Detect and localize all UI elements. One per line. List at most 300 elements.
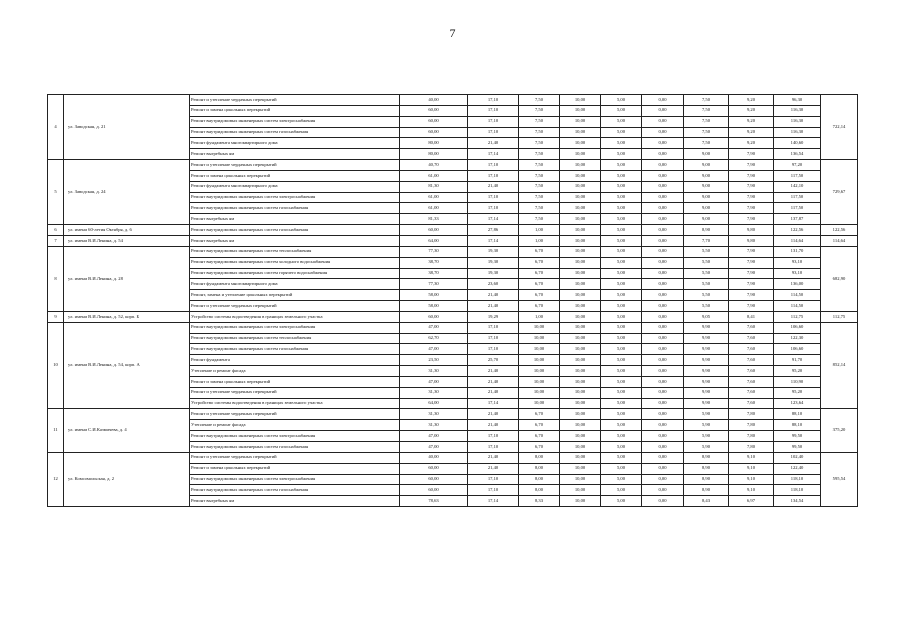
object-number-cell: 5 [48,160,64,225]
value-cell: 5,00 [601,170,642,181]
value-cell: 9,90 [684,333,729,344]
value-cell: 140,60 [774,138,821,149]
value-cell: 9,90 [684,322,729,333]
value-cell: 131,70 [774,246,821,257]
value-cell: 7,50 [684,95,729,106]
value-cell: 5,50 [684,279,729,290]
value-cell: 5,90 [684,409,729,420]
value-cell: 7,50 [519,149,560,160]
value-cell: 10,00 [560,246,601,257]
value-cell: 10,00 [560,149,601,160]
value-cell: 7,60 [729,387,774,398]
value-cell: 1,00 [519,311,560,322]
value-cell: 7,90 [729,149,774,160]
value-cell: 0,00 [642,225,684,236]
value-cell: 110,90 [774,376,821,387]
value-cell: 10,00 [560,398,601,409]
value-cell: 8,41 [729,311,774,322]
value-cell: 0,00 [642,398,684,409]
work-type-cell: Ремонт фундамента многоквартирного дома [190,181,400,192]
works-table [47,94,858,507]
value-cell: 0,00 [642,268,684,279]
value-cell: 5,00 [601,344,642,355]
object-total-cell: 729,67 [821,160,858,225]
value-cell: 19,30 [468,257,519,268]
value-cell: 5,00 [601,279,642,290]
value-cell: 7,50 [684,116,729,127]
table-row [48,246,858,257]
object-address-cell: ул. имени В.И.Ленина, д. 28 [64,246,190,311]
value-cell: 5,00 [601,311,642,322]
value-cell: 99,50 [774,431,821,442]
work-type-cell: Ремонт выгребных ям [190,235,400,246]
value-cell: 102,40 [774,452,821,463]
value-cell: 1,00 [519,235,560,246]
work-type-cell: Ремонт и утепление чердачных перекрытий [190,160,400,171]
value-cell: 7,60 [729,366,774,377]
value-cell: 19,29 [468,311,519,322]
value-cell: 7,60 [729,376,774,387]
value-cell: 7,50 [519,214,560,225]
work-type-cell: Ремонт внутридомовых инженерных систем газоснабжения [190,485,400,496]
value-cell: 17,14 [468,214,519,225]
value-cell: 96,30 [774,95,821,106]
value-cell: 61,00 [400,170,468,181]
value-cell: 5,00 [601,192,642,203]
value-cell: 10,00 [560,214,601,225]
value-cell: 7,50 [519,116,560,127]
value-cell: 19,30 [468,246,519,257]
value-cell: 7,50 [519,160,560,171]
object-total-cell: 375,20 [821,409,858,452]
value-cell: 8,00 [519,463,560,474]
value-cell: 7,80 [729,409,774,420]
value-cell: 10,00 [519,398,560,409]
value-cell: 17,10 [468,485,519,496]
object-number-cell: 7 [48,235,64,246]
value-cell: 7,80 [729,420,774,431]
object-number-cell: 12 [48,452,64,506]
value-cell: 10,00 [560,225,601,236]
value-cell: 6,70 [519,409,560,420]
value-cell: 8,00 [519,452,560,463]
value-cell: 10,00 [560,366,601,377]
value-cell: 38,70 [400,257,468,268]
object-address-cell: ул. Заводская, д. 24 [64,160,190,225]
value-cell: 7,90 [729,290,774,301]
value-cell: 97,20 [774,160,821,171]
value-cell: 60,00 [400,105,468,116]
value-cell: 0,00 [642,235,684,246]
value-cell: 9,05 [684,311,729,322]
value-cell: 5,00 [601,333,642,344]
value-cell: 7,60 [729,355,774,366]
value-cell: 1,00 [519,225,560,236]
value-cell: 10,00 [560,376,601,387]
work-type-cell: Ремонт и замена цокольных перекрытий [190,463,400,474]
value-cell: 95,20 [774,366,821,377]
value-cell: 7,50 [519,192,560,203]
value-cell: 9,90 [684,355,729,366]
value-cell: 9,00 [684,170,729,181]
value-cell: 5,00 [601,95,642,106]
table-row [48,322,858,333]
value-cell: 21,40 [468,409,519,420]
value-cell: 8,33 [519,496,560,507]
work-type-cell: Ремонт, замена и утепление цокольных перекрытий [190,290,400,301]
value-cell: 9,10 [729,463,774,474]
value-cell: 7,50 [684,127,729,138]
value-cell: 10,00 [560,203,601,214]
object-number-cell: 6 [48,225,64,236]
value-cell: 10,00 [519,333,560,344]
work-type-cell: Ремонт внутридомовых инженерных систем горячего водоснабжения [190,268,400,279]
value-cell: 117,50 [774,203,821,214]
value-cell: 5,00 [601,301,642,312]
value-cell: 99,50 [774,442,821,453]
value-cell: 31,30 [400,387,468,398]
work-type-cell: Ремонт и замена цокольных перекрытий [190,105,400,116]
table-row [48,311,858,322]
value-cell: 5,00 [601,257,642,268]
value-cell: 5,50 [684,246,729,257]
value-cell: 10,00 [560,452,601,463]
value-cell: 47,00 [400,431,468,442]
value-cell: 80,00 [400,138,468,149]
object-total-cell: 682,90 [821,246,858,311]
value-cell: 7,50 [519,181,560,192]
value-cell: 10,00 [560,301,601,312]
value-cell: 5,00 [601,268,642,279]
value-cell: 5,00 [601,322,642,333]
value-cell: 9,20 [729,95,774,106]
value-cell: 21,40 [468,387,519,398]
value-cell: 0,00 [642,366,684,377]
value-cell: 9,10 [729,485,774,496]
work-type-cell: Ремонт внутридомовых инженерных систем электроснабжения [190,474,400,485]
value-cell: 9,80 [729,225,774,236]
value-cell: 5,00 [601,452,642,463]
value-cell: 17,10 [468,474,519,485]
table-row [48,452,858,463]
value-cell: 118,10 [774,485,821,496]
value-cell: 10,00 [519,387,560,398]
value-cell: 5,50 [684,301,729,312]
value-cell: 116,30 [774,127,821,138]
value-cell: 10,00 [560,496,601,507]
value-cell: 5,00 [601,235,642,246]
work-type-cell: Ремонт внутридомовых инженерных систем электроснабжения [190,322,400,333]
value-cell: 7,50 [519,95,560,106]
value-cell: 10,00 [560,474,601,485]
value-cell: 0,00 [642,95,684,106]
value-cell: 5,00 [601,442,642,453]
value-cell: 0,00 [642,463,684,474]
value-cell: 5,00 [601,138,642,149]
value-cell: 0,00 [642,452,684,463]
value-cell: 77,30 [400,246,468,257]
value-cell: 7,50 [519,127,560,138]
value-cell: 40,00 [400,95,468,106]
value-cell: 5,00 [601,246,642,257]
value-cell: 7,60 [729,344,774,355]
value-cell: 64,00 [400,398,468,409]
object-address-cell: ул. Комсомольская, д. 2 [64,452,190,506]
value-cell: 0,00 [642,355,684,366]
object-number-cell: 8 [48,246,64,311]
value-cell: 5,00 [601,398,642,409]
value-cell: 9,10 [729,474,774,485]
value-cell: 5,00 [601,290,642,301]
value-cell: 47,00 [400,442,468,453]
object-address-cell: ул. имени С.И.Казмичева, д. 4 [64,409,190,452]
value-cell: 8,43 [684,496,729,507]
object-number-cell: 9 [48,311,64,322]
value-cell: 10,00 [560,95,601,106]
value-cell: 0,00 [642,105,684,116]
value-cell: 7,50 [519,170,560,181]
value-cell: 10,00 [560,431,601,442]
value-cell: 10,00 [560,463,601,474]
value-cell: 10,00 [560,355,601,366]
value-cell: 21,40 [468,181,519,192]
value-cell: 0,00 [642,409,684,420]
work-type-cell: Ремонт и замена цокольных перекрытий [190,170,400,181]
value-cell: 17,14 [468,398,519,409]
value-cell: 0,00 [642,290,684,301]
value-cell: 8,90 [684,225,729,236]
value-cell: 7,90 [729,203,774,214]
value-cell: 0,00 [642,279,684,290]
object-address-cell: ул. имени 60-летия Октября, д. 6 [64,225,190,236]
work-type-cell: Ремонт выгребных ям [190,149,400,160]
value-cell: 0,00 [642,344,684,355]
value-cell: 9,00 [684,160,729,171]
value-cell: 60,00 [400,127,468,138]
value-cell: 7,60 [729,322,774,333]
value-cell: 10,00 [519,376,560,387]
value-cell: 5,00 [601,181,642,192]
value-cell: 114,50 [774,301,821,312]
table-row [48,95,858,106]
value-cell: 6,70 [519,246,560,257]
object-address-cell: ул. имени В.И.Ленина, д. 52, корп. Б [64,311,190,322]
value-cell: 40,00 [400,452,468,463]
work-type-cell: Ремонт внутридомовых инженерных систем газоснабжения [190,203,400,214]
work-type-cell: Ремонт выгребных ям [190,496,400,507]
value-cell: 17,10 [468,95,519,106]
value-cell: 47,00 [400,322,468,333]
page-number: 7 [449,26,456,40]
value-cell: 61,00 [400,192,468,203]
work-type-cell: Ремонт и утепление чердачных перекрытий [190,452,400,463]
value-cell: 17,14 [468,149,519,160]
value-cell: 81,33 [400,214,468,225]
value-cell: 0,00 [642,333,684,344]
work-type-cell: Ремонт внутридомовых инженерных систем газоснабжения [190,127,400,138]
value-cell: 9,00 [684,214,729,225]
value-cell: 5,00 [601,127,642,138]
work-type-cell: Ремонт внутридомовых инженерных систем электроснабжения [190,192,400,203]
value-cell: 17,10 [468,431,519,442]
value-cell: 17,10 [468,127,519,138]
value-cell: 17,10 [468,160,519,171]
value-cell: 0,00 [642,301,684,312]
value-cell: 10,00 [560,322,601,333]
value-cell: 142,10 [774,181,821,192]
value-cell: 0,00 [642,257,684,268]
value-cell: 40,70 [400,160,468,171]
value-cell: 112,75 [774,311,821,322]
object-total-cell: 852,14 [821,322,858,409]
value-cell: 91,70 [774,355,821,366]
value-cell: 9,90 [684,387,729,398]
value-cell: 0,00 [642,311,684,322]
table-row [48,235,858,246]
value-cell: 7,90 [729,192,774,203]
work-type-cell: Ремонт фундамента многоквартирного дома [190,279,400,290]
value-cell: 9,90 [684,344,729,355]
object-number-cell: 10 [48,322,64,409]
value-cell: 7,50 [519,105,560,116]
value-cell: 78,63 [400,496,468,507]
value-cell: 10,00 [560,409,601,420]
value-cell: 5,00 [601,485,642,496]
value-cell: 19,30 [468,268,519,279]
work-type-cell: Ремонт и утепление чердачных перекрытий [190,301,400,312]
value-cell: 10,00 [519,355,560,366]
value-cell: 10,00 [560,279,601,290]
value-cell: 116,30 [774,116,821,127]
value-cell: 10,00 [560,344,601,355]
value-cell: 0,00 [642,431,684,442]
value-cell: 136,54 [774,149,821,160]
value-cell: 5,90 [684,442,729,453]
value-cell: 10,00 [560,387,601,398]
work-type-cell: Ремонт и утепление чердачных перекрытий [190,95,400,106]
value-cell: 60,00 [400,311,468,322]
value-cell: 21,40 [468,301,519,312]
value-cell: 7,90 [729,170,774,181]
value-cell: 21,40 [468,420,519,431]
value-cell: 7,90 [729,257,774,268]
table-row [48,225,858,236]
value-cell: 5,00 [601,203,642,214]
value-cell: 17,10 [468,442,519,453]
value-cell: 10,00 [560,442,601,453]
value-cell: 7,90 [729,214,774,225]
table-row [48,160,858,171]
value-cell: 9,90 [684,398,729,409]
value-cell: 5,00 [601,431,642,442]
value-cell: 21,40 [468,463,519,474]
table-row [48,409,858,420]
value-cell: 5,50 [684,257,729,268]
value-cell: 62,70 [400,333,468,344]
value-cell: 5,50 [684,268,729,279]
value-cell: 118,10 [774,474,821,485]
value-cell: 5,00 [601,376,642,387]
value-cell: 93,10 [774,257,821,268]
value-cell: 7,90 [729,246,774,257]
value-cell: 5,00 [601,496,642,507]
value-cell: 10,00 [519,344,560,355]
value-cell: 122,40 [774,463,821,474]
value-cell: 21,40 [468,290,519,301]
value-cell: 6,70 [519,420,560,431]
value-cell: 0,00 [642,485,684,496]
value-cell: 6,70 [519,431,560,442]
value-cell: 122,56 [774,225,821,236]
value-cell: 0,00 [642,420,684,431]
value-cell: 8,00 [519,474,560,485]
value-cell: 7,80 [729,431,774,442]
value-cell: 0,00 [642,214,684,225]
value-cell: 5,00 [601,105,642,116]
value-cell: 0,00 [642,116,684,127]
value-cell: 0,00 [642,181,684,192]
object-total-cell: 112,75 [821,311,858,322]
value-cell: 10,00 [560,105,601,116]
value-cell: 7,70 [684,235,729,246]
value-cell: 122,30 [774,333,821,344]
value-cell: 5,00 [601,214,642,225]
value-cell: 10,00 [560,333,601,344]
value-cell: 0,00 [642,387,684,398]
value-cell: 123,64 [774,398,821,409]
work-type-cell: Ремонт и замена цокольных перекрытий [190,376,400,387]
value-cell: 7,60 [729,398,774,409]
value-cell: 0,00 [642,160,684,171]
value-cell: 17,10 [468,105,519,116]
work-type-cell: Ремонт и утепление чердачных перекрытий [190,387,400,398]
value-cell: 9,10 [729,452,774,463]
value-cell: 10,00 [560,268,601,279]
work-type-cell: Ремонт внутридомовых инженерных систем электроснабжения [190,116,400,127]
value-cell: 6,97 [729,496,774,507]
value-cell: 61,00 [400,203,468,214]
value-cell: 17,10 [468,116,519,127]
value-cell: 5,00 [601,474,642,485]
value-cell: 21,40 [468,366,519,377]
value-cell: 7,80 [729,442,774,453]
value-cell: 0,00 [642,138,684,149]
value-cell: 60,00 [400,116,468,127]
value-cell: 10,00 [560,290,601,301]
value-cell: 5,00 [601,116,642,127]
value-cell: 0,00 [642,376,684,387]
value-cell: 6,70 [519,442,560,453]
work-type-cell: Устройство системы водоотведения в границах земельного участка [190,398,400,409]
value-cell: 117,50 [774,170,821,181]
value-cell: 9,90 [684,366,729,377]
value-cell: 8,00 [519,485,560,496]
value-cell: 136,00 [774,279,821,290]
value-cell: 5,90 [684,420,729,431]
value-cell: 88,10 [774,420,821,431]
object-total-cell: 114,64 [821,235,858,246]
value-cell: 23,50 [400,355,468,366]
value-cell: 5,00 [601,463,642,474]
object-address-cell: ул. Заводская, д. 21 [64,95,190,160]
value-cell: 0,00 [642,149,684,160]
value-cell: 6,70 [519,257,560,268]
object-address-cell: ул. имени В.И.Ленина, д. 54, корп. А [64,322,190,409]
value-cell: 9,20 [729,138,774,149]
value-cell: 38,70 [400,268,468,279]
value-cell: 0,00 [642,442,684,453]
value-cell: 8,90 [684,474,729,485]
